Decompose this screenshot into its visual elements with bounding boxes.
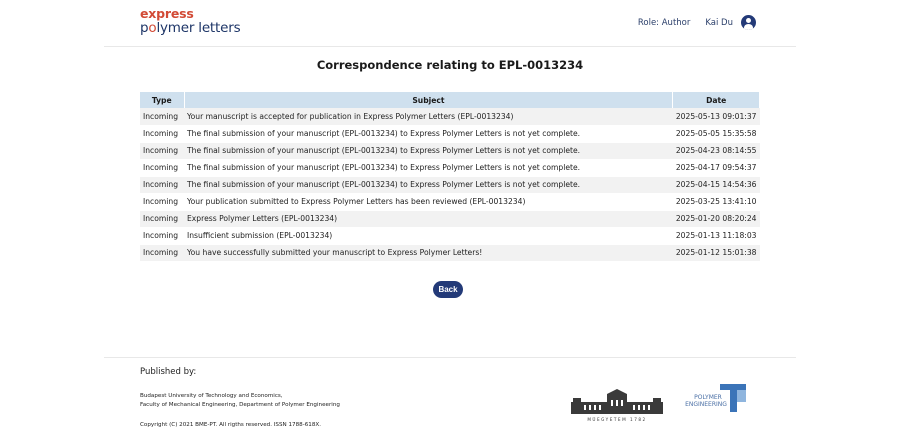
column-header-type: Type <box>140 92 184 108</box>
table-body <box>140 108 760 261</box>
logo-line2-b: lymer letters <box>156 19 241 36</box>
cell-subject-link[interactable]: The final submission of your manuscript (EPL-0013234) to Express Polymer Letters is not yet complete. <box>184 176 673 193</box>
correspondence-table <box>140 92 760 262</box>
cell-type: Incoming <box>140 159 184 176</box>
cell-date: 2025-04-15 14:54:36 <box>673 176 760 193</box>
table-row[interactable] <box>140 227 760 244</box>
copyright-text: Copyright (C) 2021 BME-PT. All rigths reserved. ISSN 1788-618X. <box>140 422 322 428</box>
published-by-label: Published by: <box>140 367 197 377</box>
logo-line2-a: p <box>140 19 149 36</box>
cell-date: 2025-04-23 08:14:55 <box>673 142 760 159</box>
pe-logo-line1: POLYMER <box>694 394 722 401</box>
publisher-line2: Faculty of Mechanical Engineering, Department of Polymer Engineering <box>140 401 340 408</box>
bme-logo-text: MŰEGYETEM 1782 <box>587 417 647 422</box>
bme-building-logo <box>569 388 665 422</box>
polymer-engineering-logo <box>680 382 752 416</box>
cell-date: 2025-05-05 15:35:58 <box>673 125 760 142</box>
user-name[interactable]: Kai Du <box>705 17 733 28</box>
cell-subject-link[interactable]: You have successfully submitted your manuscript to Express Polymer Letters! <box>184 244 673 261</box>
role-label: Role: Author <box>637 17 691 28</box>
cell-type: Incoming <box>140 227 184 244</box>
table-row[interactable] <box>140 125 760 142</box>
back-button[interactable]: Back <box>433 281 463 298</box>
cell-type: Incoming <box>140 210 184 227</box>
table-row[interactable] <box>140 244 760 261</box>
cell-subject-link[interactable]: The final submission of your manuscript (EPL-0013234) to Express Polymer Letters is not yet complete. <box>184 142 673 159</box>
site-footer <box>104 357 796 437</box>
table-row[interactable] <box>140 142 760 159</box>
logo-line1: express <box>140 6 194 21</box>
column-header-date: Date <box>673 92 760 108</box>
publisher-line1: Budapest University of Technology and Economics, <box>140 393 283 399</box>
cell-date: 2025-01-13 11:18:03 <box>673 227 760 244</box>
cell-subject-link[interactable]: The final submission of your manuscript (EPL-0013234) to Express Polymer Letters is not yet complete. <box>184 125 673 142</box>
cell-subject-link[interactable]: Your publication submitted to Express Polymer Letters has been reviewed (EPL-0013234) <box>184 193 673 210</box>
cell-type: Incoming <box>140 108 184 125</box>
publisher-info <box>140 392 340 409</box>
cell-subject-link[interactable]: The final submission of your manuscript (EPL-0013234) to Express Polymer Letters is not yet complete. <box>184 159 673 176</box>
table-row[interactable] <box>140 176 760 193</box>
cell-date: 2025-01-12 15:01:38 <box>673 244 760 261</box>
table-row[interactable] <box>140 210 760 227</box>
cell-date: 2025-04-17 09:54:37 <box>673 159 760 176</box>
table-row[interactable] <box>140 159 760 176</box>
user-circle-icon[interactable] <box>741 15 756 30</box>
cell-subject-link[interactable]: Your manuscript is accepted for publication in Express Polymer Letters (EPL-0013234) <box>184 108 673 125</box>
logo-line2 <box>140 19 241 36</box>
cell-date: 2025-03-25 13:41:10 <box>673 193 760 210</box>
cell-type: Incoming <box>140 142 184 159</box>
cell-date: 2025-05-13 09:01:37 <box>673 108 760 125</box>
express-polymer-letters-logo[interactable] <box>140 8 240 35</box>
cell-date: 2025-01-20 08:20:24 <box>673 210 760 227</box>
table-header-row <box>140 92 760 108</box>
table-row[interactable] <box>140 108 760 125</box>
pe-logo-line2: ENGINEERING <box>685 401 727 408</box>
page-title: Correspondence relating to EPL-0013234 <box>316 58 584 72</box>
cell-subject-link[interactable]: Express Polymer Letters (EPL-0013234) <box>184 210 673 227</box>
table-row[interactable] <box>140 193 760 210</box>
site-header <box>104 0 796 47</box>
cell-type: Incoming <box>140 125 184 142</box>
cell-type: Incoming <box>140 193 184 210</box>
cell-subject-link[interactable]: Insufficient submission (EPL-0013234) <box>184 227 673 244</box>
cell-type: Incoming <box>140 176 184 193</box>
column-header-subject: Subject <box>184 92 673 108</box>
cell-type: Incoming <box>140 244 184 261</box>
header-user-area <box>638 15 756 30</box>
logo-line2-o: o <box>148 19 157 36</box>
